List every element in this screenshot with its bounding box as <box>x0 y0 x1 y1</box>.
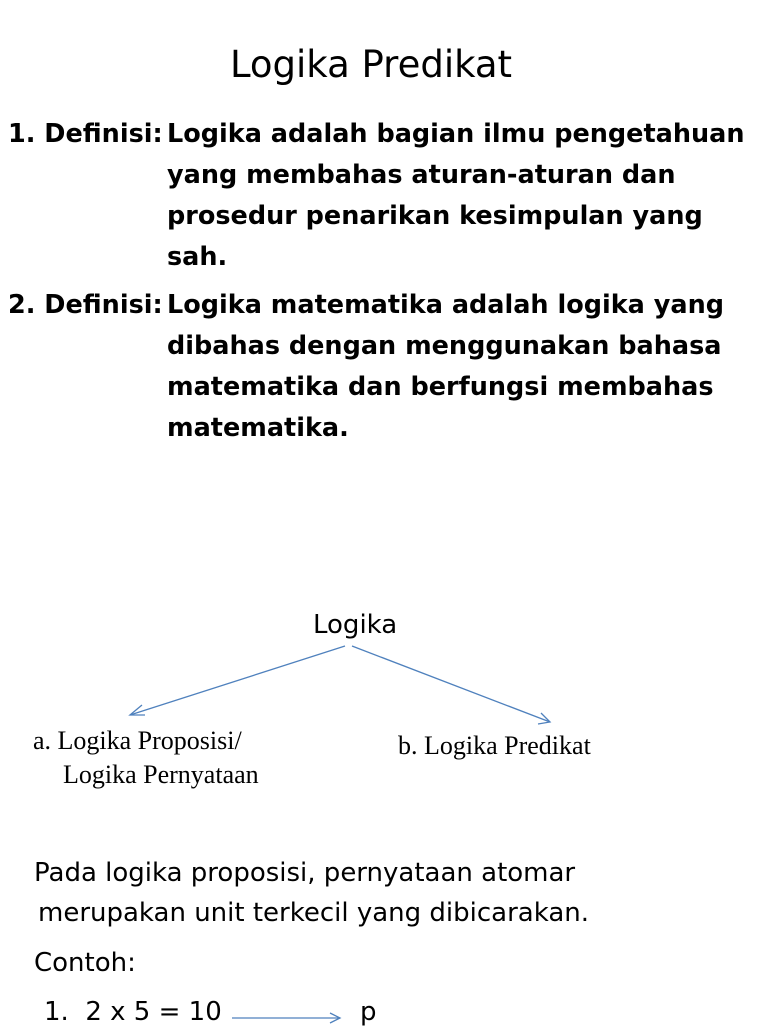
tree-branch-a <box>33 724 259 792</box>
example-number: 1. <box>44 997 69 1027</box>
paragraph-line-1: Pada logika proposisi, pernyataan atomar <box>34 858 576 888</box>
branch-a-line-2: Logika Pernyataan <box>63 760 259 789</box>
arrowhead-left-icon <box>130 705 145 715</box>
slide-title: Logika Predikat <box>229 43 513 86</box>
example-variable: p <box>360 997 377 1027</box>
example-expression: 2 x 5 = 10 <box>85 997 222 1027</box>
example-item <box>44 992 222 1032</box>
definition-line: dibahas dengan menggunakan bahasa <box>167 331 722 361</box>
tree-root-label: Logika <box>313 610 398 640</box>
definition-number: 1. Definisi: <box>8 119 163 149</box>
tree-branch-b: b. Logika Predikat <box>398 731 591 760</box>
branch-a-line-1: a. Logika Proposisi/ <box>33 726 242 755</box>
definition-line: yang membahas aturan-aturan dan <box>167 160 676 190</box>
proposition-paragraph <box>34 853 589 933</box>
definition-line: Logika adalah bagian ilmu pengetahuan <box>167 119 745 149</box>
definition-number: 2. Definisi: <box>8 290 163 320</box>
arrow-to-proposisi <box>130 646 345 715</box>
example-label: Contoh: <box>34 948 136 978</box>
definition-line: sah. <box>167 242 228 272</box>
definition-line: matematika. <box>167 413 349 443</box>
arrow-to-predikat <box>352 646 550 722</box>
paragraph-line-2: merupakan unit terkecil yang dibicarakan. <box>38 898 590 928</box>
definition-line: matematika dan berfungsi membahas <box>167 372 714 402</box>
definition-line: prosedur penarikan kesimpulan yang <box>167 201 703 231</box>
definition-line: Logika matematika adalah logika yang <box>167 290 725 320</box>
